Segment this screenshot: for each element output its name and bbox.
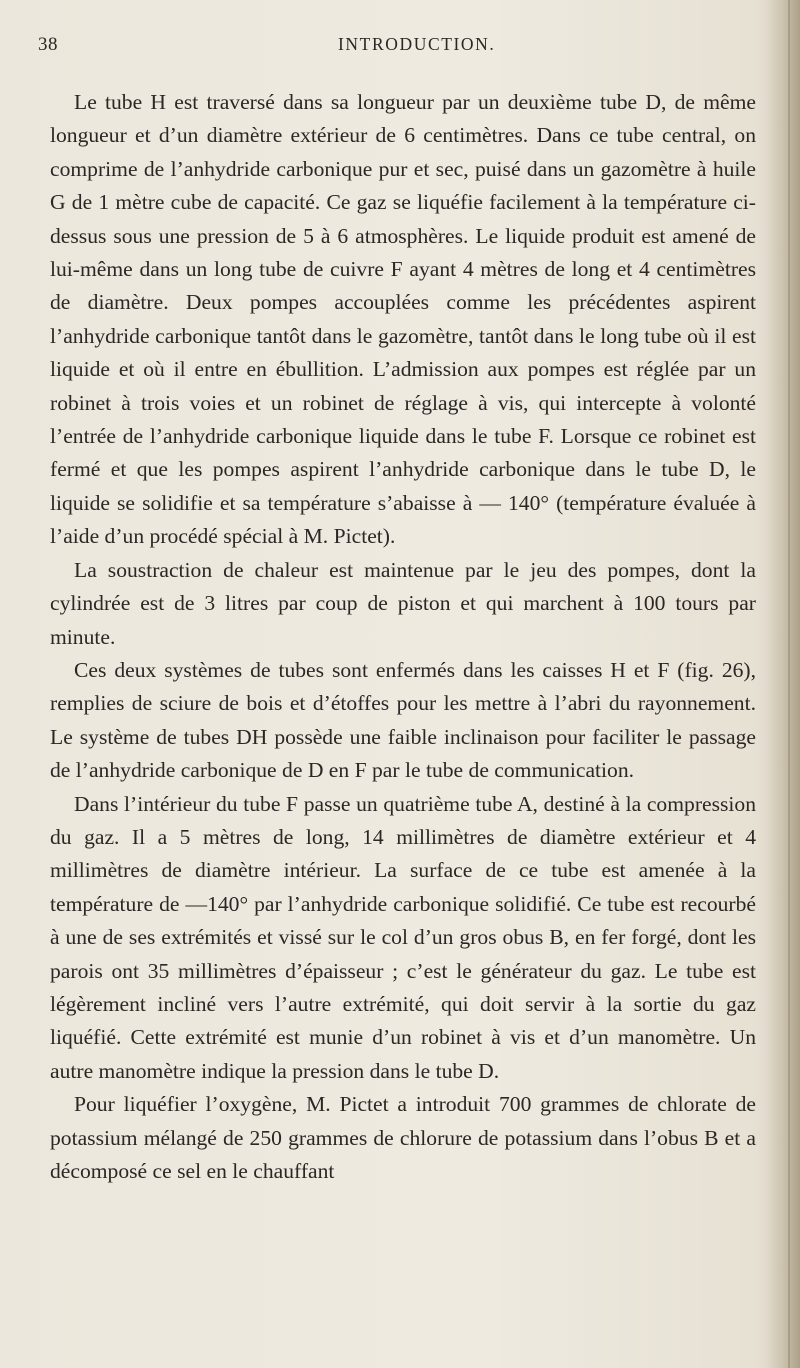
body-text — [50, 86, 756, 1188]
page-gutter-edge — [788, 0, 790, 1368]
running-title: INTRODUCTION. — [338, 34, 496, 54]
paragraph-1: Le tube H est traversé dans sa longueur par un deuxième tube D, de même longueur et d’un diamètre extérieur de 6 centimètres. Dans ce tube central, on comprime de l’anhydride carbonique pur et sec, puisé dans un gazomètre à huile G de 1 mètre cube de capacité. Ce gaz se liquéfie facilement à la température ci-dessus sous une pression de 5 à 6 atmosphères. Le liquide produit est amené de lui-même dans un long tube de cuivre F ayant 4 mètres de long et 4 centimètres de diamètre. Deux pompes accouplées comme les précédentes aspirent l’anhydride carbonique tantôt dans le gazomètre, tantôt dans le long tube où il est liquide et où il entre en ébullition. L’admission aux pompes est réglée par un robinet à trois voies et un robinet de réglage à vis, qui intercepte à volonté l’entrée de l’anhydride carbonique liquide dans le tube F. Lorsque ce robinet est fermé et que les pompes aspirent l’anhydride carbonique dans le tube D, le liquide se solidifie et sa température s’abaisse à — 140° (température évaluée à l’aide d’un procédé spécial à M. Pictet). — [50, 90, 756, 549]
paragraph-2: La soustraction de chaleur est maintenue par le jeu des pompes, dont la cylindrée est de 3 litres par coup de piston et qui marchent à 100 tours par minute. — [50, 557, 756, 649]
page-header — [0, 34, 800, 60]
paragraph-3: Ces deux systèmes de tubes sont enfermés dans les caisses H et F (fig. 26), remplies de sciure de bois et d’étoffes pour les mettre à l’abri du rayonnement. Le système de tubes DH possède une faible inclinaison pour faciliter le passage de l’anhydride carbonique de D en F par le tube de communication. — [50, 657, 756, 783]
page-gutter-shadow — [766, 0, 800, 1368]
paragraph-5: Pour liquéfier l’oxygène, M. Pictet a introduit 700 grammes de chlorate de potassium mélangé de 250 grammes de chlorure de potassium dans l’obus B et a décomposé ce sel en le chauffant — [50, 1092, 756, 1183]
page-number: 38 — [38, 34, 58, 55]
paragraph-4: Dans l’intérieur du tube F passe un quatrième tube A, destiné à la compression du gaz. Il a 5 mètres de long, 14 millimètres de diamètre extérieur et 4 millimètres de diamètre intérieur. La surface de ce tube est amenée à la température de —140° par l’anhydride carbonique solidifié. Ce tube est recourbé à une de ses extrémités et vissé sur le col d’un gros obus B, en fer forgé, dont les parois ont 35 millimètres d’épaisseur ; c’est le générateur du gaz. Le tube est légèrement incliné vers l’autre extrémité, qui doit servir à la sortie du gaz liquéfié. Cette extrémité est munie d’un robinet à vis et d’un manomètre. Un autre manomètre indique la pression dans le tube D. — [50, 791, 756, 1083]
